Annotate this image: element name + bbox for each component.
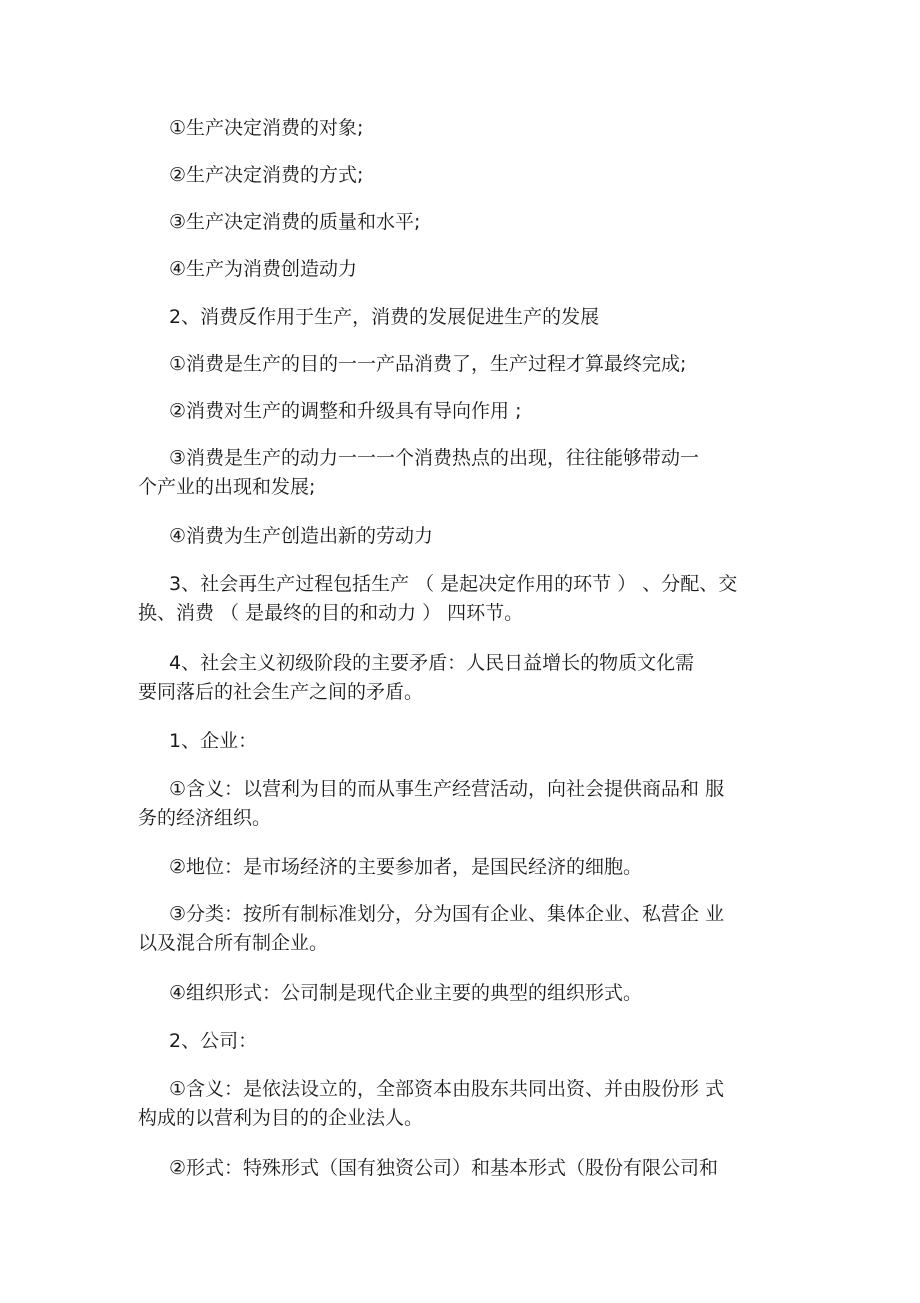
text-line: ②消费对生产的调整和升级具有导向作用 ; xyxy=(169,400,522,422)
paragraph-enterprise-definition xyxy=(138,775,778,833)
text-line: 1、企业： xyxy=(169,730,258,752)
text-line: 构成的以营利为目的的企业法人。 xyxy=(138,1107,424,1129)
paragraph-production-motivation xyxy=(138,255,778,284)
text-line: 以及混合所有制企业。 xyxy=(138,932,329,954)
paragraph-consumption-guidance xyxy=(138,397,778,426)
text-line: 4、社会主义初级阶段的主要矛盾：人民日益增长的物质文化需 xyxy=(169,652,695,674)
text-line: 务的经济组织。 xyxy=(138,807,272,829)
text-line: 个产业的出现和发展; xyxy=(138,476,316,498)
paragraph-company-heading xyxy=(138,1027,778,1056)
paragraph-consumption-reaction-heading xyxy=(138,303,778,332)
paragraph-company-definition xyxy=(138,1075,778,1133)
paragraph-enterprise-classification xyxy=(138,900,778,958)
text-line: ①生产决定消费的对象; xyxy=(169,117,364,139)
paragraph-enterprise-status xyxy=(138,853,778,882)
text-line: ④生产为消费创造动力 xyxy=(169,258,358,280)
text-line: ③分类：按所有制标准划分，分为国有企业、集体企业、私营企 业 xyxy=(169,903,725,925)
text-line: ④组织形式：公司制是现代企业主要的典型的组织形式。 xyxy=(169,982,643,1004)
text-line: ①含义：以营利为目的而从事生产经营活动，向社会提供商品和 服 xyxy=(169,778,725,800)
paragraph-reproduction-process xyxy=(138,570,778,628)
text-line: 3、社会再生产过程包括生产 （ 是起决定作用的环节 ） 、分配、交 xyxy=(169,573,738,595)
text-line: 要同落后的社会生产之间的矛盾。 xyxy=(138,681,424,703)
paragraph-enterprise-heading xyxy=(138,727,778,756)
paragraph-consumption-labor xyxy=(138,522,778,551)
text-line: ①消费是生产的目的一一产品消费了，生产过程才算最终完成; xyxy=(169,353,687,375)
text-line: 2、公司： xyxy=(169,1030,258,1052)
paragraph-company-forms xyxy=(138,1154,778,1183)
text-line: ②生产决定消费的方式; xyxy=(169,164,364,186)
text-line: ③生产决定消费的质量和水平; xyxy=(169,211,421,233)
paragraph-enterprise-organization xyxy=(138,979,778,1008)
paragraph-production-object xyxy=(138,114,778,143)
text-line: 2、消费反作用于生产，消费的发展促进生产的发展 xyxy=(169,306,600,328)
paragraph-production-quality xyxy=(138,208,778,237)
text-line: ②地位：是市场经济的主要参加者，是国民经济的细胞。 xyxy=(169,856,643,878)
paragraph-consumption-purpose xyxy=(138,350,778,379)
text-line: ③消费是生产的动力一一一个消费热点的出现，往往能够带动一 xyxy=(169,447,700,469)
paragraph-production-method xyxy=(138,161,778,190)
paragraph-primary-contradiction xyxy=(138,649,778,707)
text-line: ①含义：是依法设立的，全部资本由股东共同出资、并由股份形 式 xyxy=(169,1078,725,1100)
text-line: 换、消费 （ 是最终的目的和动力 ） 四环节。 xyxy=(138,602,524,624)
text-line: ②形式：特殊形式（国有独资公司）和基本形式（股份有限公司和 xyxy=(169,1157,719,1179)
paragraph-consumption-driving-force xyxy=(138,444,778,502)
text-line: ④消费为生产创造出新的劳动力 xyxy=(169,525,434,547)
